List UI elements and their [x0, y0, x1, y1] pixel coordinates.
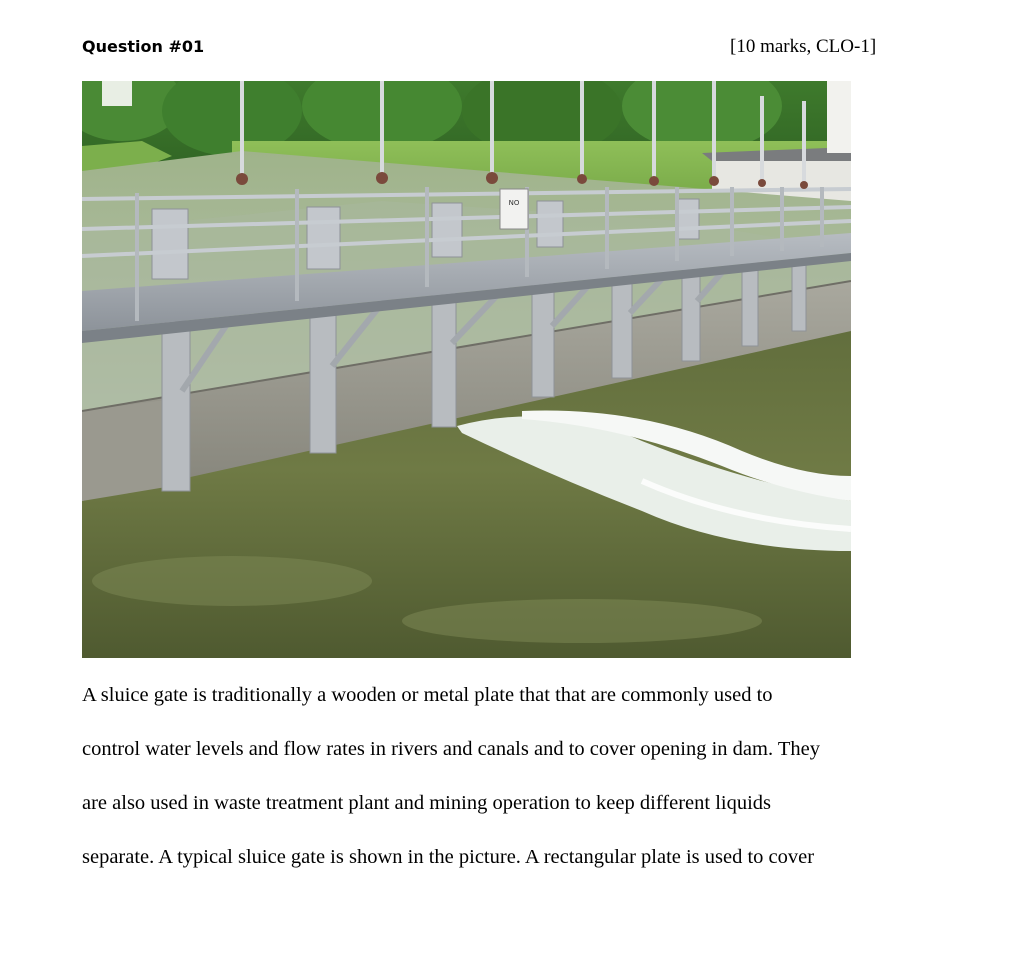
sluice-gate-photo [82, 81, 851, 658]
paragraph-line-4: separate. A typical sluice gate is shown in the picture. A rectangular plate is used to cover [82, 846, 815, 868]
question-title: Question #01 [82, 37, 205, 56]
paragraph-line-3: are also used in waste treatment plant and mining operation to keep different liquids [82, 792, 772, 814]
sign-text: NO [508, 199, 520, 207]
paragraph-line-2: control water levels and flow rates in rivers and canals and to cover opening in dam. They [82, 738, 820, 760]
marks-label: [10 marks, CLO-1] [730, 36, 877, 57]
paragraph-line-1: A sluice gate is traditionally a wooden or metal plate that that are commonly used to [82, 684, 773, 706]
